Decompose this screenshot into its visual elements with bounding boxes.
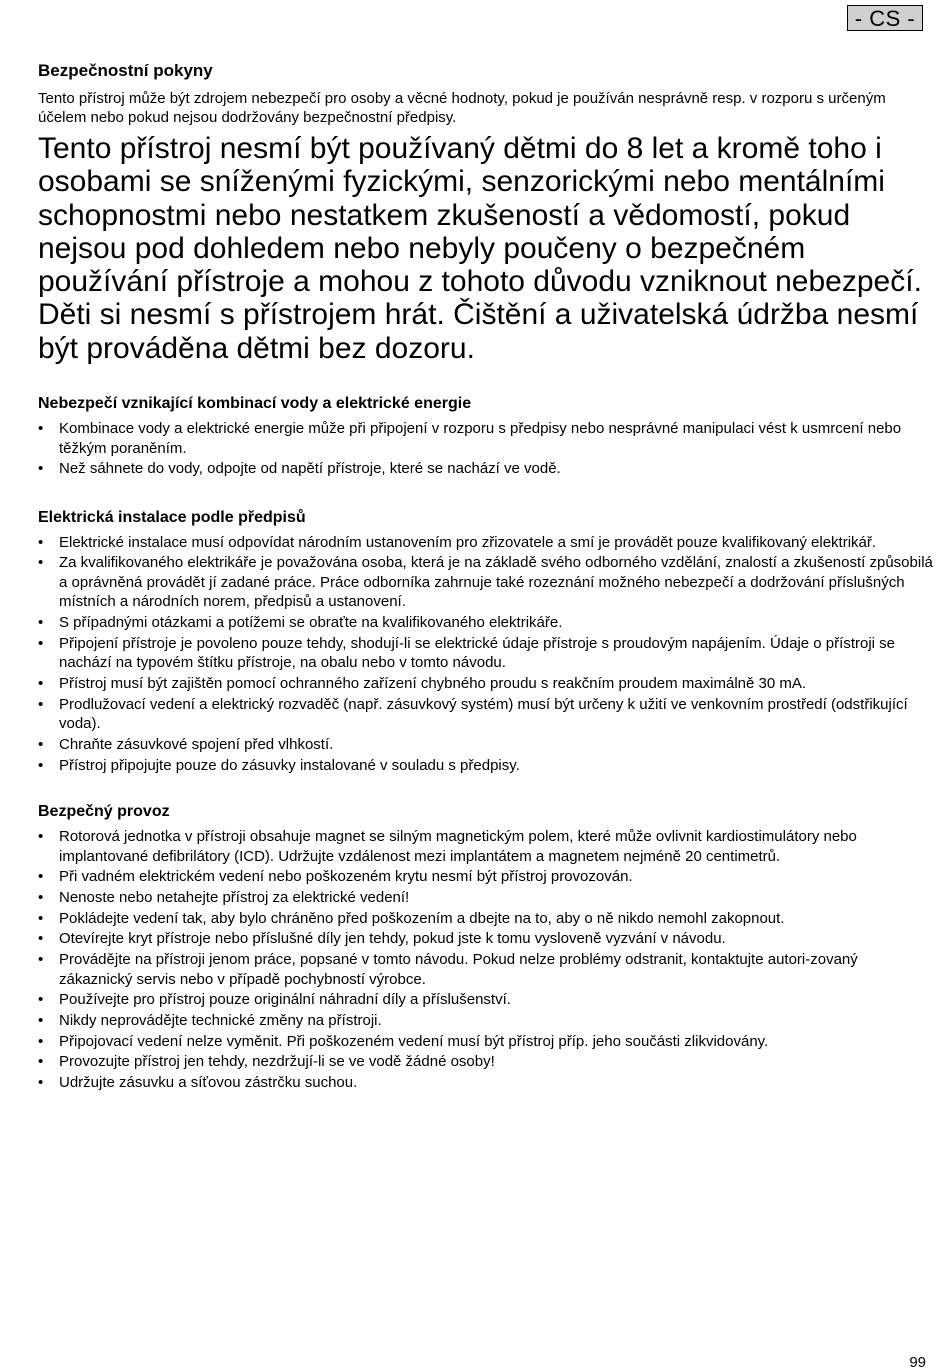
installation-list [38, 533, 933, 775]
list-item: • Chraňte zásuvkové spojení před vlhkostí. [38, 735, 933, 755]
list-item: • Prodlužovací vedení a elektrický rozvaděč (např. zásuvkový systém) musí být určeny k užití ve venkovním prostředí (odstřikující voda). [38, 695, 933, 734]
list-item: • Kombinace vody a elektrické energie může při připojení v rozporu s předpisy nebo nesprávné manipulaci vést k usmrcení nebo těžkým poraněním. [38, 419, 933, 458]
list-item: • Používejte pro přístroj pouze originální náhradní díly a příslušenství. [38, 990, 933, 1010]
list-item: • Za kvalifikovaného elektrikáře je považována osoba, která je na základě svého odborného vzdělání, znalostí a zkušeností způsobilá a oprávněná provádět jí zadané práce. Práce odborníka zahrnuje také rozeznání možného nebezpečí a dodržování příslušných místních a národních norem, předpisů a ustanovení. [38, 553, 933, 612]
safety-intro: Tento přístroj může být zdrojem nebezpečí pro osoby a věcné hodnoty, pokud je používán nesprávně resp. v rozporu s určeným účelem nebo pokud nejsou dodržovány bezpečnostní předpisy. [38, 90, 886, 126]
list-item: • Otevírejte kryt přístroje nebo příslušné díly jen tehdy, pokud jste k tomu vysloveně vyzvání v návodu. [38, 929, 933, 949]
list-item: • Provádějte na přístroji jenom práce, popsané v tomto návodu. Pokud nelze problémy odstranit, kontaktujte autori-zovaný zákaznický servis nebo v případě pochybností výrobce. [38, 950, 933, 989]
page-number: 99 [909, 1354, 926, 1371]
list-item: • Připojovací vedení nelze vyměnit. Při poškozeném vedení musí být přístroj příp. jeho součásti zlikvidovány. [38, 1032, 933, 1052]
section-title-safe-operation: Bezpečný provoz [38, 803, 170, 821]
list-item: • Rotorová jednotka v přístroji obsahuje magnet se silným magnetickým polem, které může ovlivnit kardiostimulátory nebo implantované defibrilátory (ICD). Udržujte vzdálenost mezi implantátem a magnetem nejméně 20 centimetrů. [38, 827, 933, 866]
list-item: • Než sáhnete do vody, odpojte od napětí přístroje, které se nachází ve vodě. [38, 459, 933, 479]
list-item: • Přístroj připojujte pouze do zásuvky instalované v souladu s předpisy. [38, 756, 933, 776]
installation-section [38, 508, 933, 775]
safety-section [38, 60, 933, 365]
section-title-safety: Bezpečnostní pokyny [38, 61, 213, 80]
list-item: • Elektrické instalace musí odpovídat národním ustanovením pro zřizovatele a smí je provádět pouze kvalifikovaný elektrikář. [38, 533, 933, 553]
list-item: • Připojení přístroje je povoleno pouze tehdy, shodují-li se elektrické údaje přístroje s proudovým napájením. Údaje o přístroji se nachází na typovém štítku přístroje, na obalu nebo v tomto návodu. [38, 634, 933, 673]
list-item: • Pokládejte vedení tak, aby bylo chráněno před poškozením a dbejte na to, aby o ně nikdo nemohl zakopnout. [38, 909, 933, 929]
list-item: • Přístroj musí být zajištěn pomocí ochranného zařízení chybného proudu s reakčním proudem maximálně 30 mA. [38, 674, 933, 694]
list-item: • S případnými otázkami a potížemi se obraťte na kvalifikovaného elektrikáře. [38, 613, 933, 633]
safe-operation-list [38, 827, 933, 1092]
section-title-installation: Elektrická instalace podle předpisů [38, 508, 306, 526]
list-item: • Udržujte zásuvku a síťovou zástrčku suchou. [38, 1073, 933, 1093]
list-item: • Provozujte přístroj jen tehdy, nezdržují-li se ve vodě žádné osoby! [38, 1052, 933, 1072]
safe-operation-section [38, 802, 933, 1092]
list-item: • Nikdy neprovádějte technické změny na přístroji. [38, 1011, 933, 1031]
water-electric-section [38, 394, 933, 479]
language-badge: - CS - [847, 5, 923, 31]
water-electric-list [38, 419, 933, 479]
section-title-water-electric: Nebezpečí vznikající kombinací vody a elektrické energie [38, 395, 472, 413]
children-warning: Tento přístroj nesmí být používaný dětmi do 8 let a kromě toho i osobami se sníženými fyzickými, senzorickými nebo mentálními schopnostmi nebo nestatkem zkušeností a vědomostí, pokud nejsou pod dohledem nebo nebyly poučeny o bezpečném používání přístroje a mohou z tohoto důvodu vzniknout nebezpečí. Děti si nesmí s přístrojem hrát. Čištění a uživatelská údržba nesmí být prováděna dětmi bez dozoru. [38, 132, 922, 365]
page-content [38, 60, 933, 1094]
list-item: • Nenoste nebo netahejte přístroj za elektrické vedení! [38, 888, 933, 908]
list-item: • Při vadném elektrickém vedení nebo poškozeném krytu nesmí být přístroj provozován. [38, 867, 933, 887]
